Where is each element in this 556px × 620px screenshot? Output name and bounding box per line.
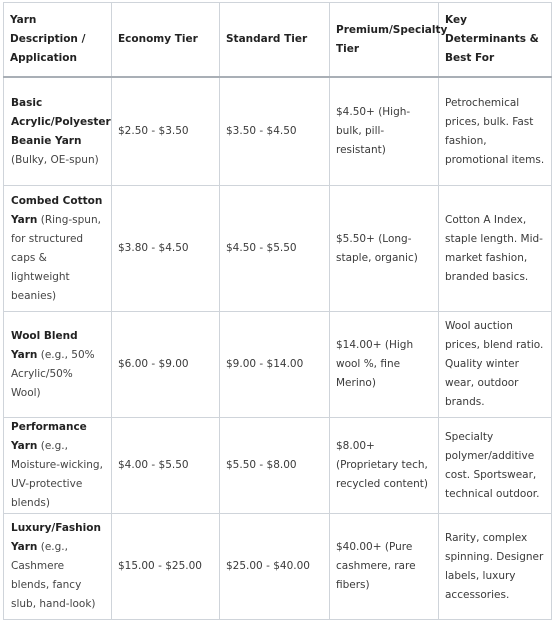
economy-price-cell: $6.00 - $9.00 (112, 312, 220, 418)
yarn-detail: (e.g., 50% Acrylic/50% Wool) (11, 348, 95, 399)
standard-price-cell: $9.00 - $14.00 (220, 312, 330, 418)
premium-price-cell: $40.00+ (Pure cashmere, rare fibers) (330, 514, 439, 620)
determinants-cell: Rarity, complex spinning. Designer labels, luxury accessories. (439, 514, 552, 620)
yarn-detail: (e.g., Cashmere blends, fancy slub, hand-look) (11, 541, 96, 610)
yarn-detail: (Bulky, OE-spun) (11, 153, 99, 166)
header-premium-tier: Premium/Specialty Tier (330, 3, 439, 78)
standard-price-cell: $4.50 - $5.50 (220, 186, 330, 312)
yarn-description-cell (4, 418, 112, 514)
premium-price-cell: $4.50+ (High-bulk, pill-resistant) (330, 77, 439, 186)
yarn-description-cell (4, 186, 112, 312)
determinants-cell: Specialty polymer/additive cost. Sportswear, technical outdoor. (439, 418, 552, 514)
table-row (4, 77, 552, 186)
header-economy-tier: Economy Tier (112, 3, 220, 78)
determinants-cell: Cotton A Index, staple length. Mid-market fashion, branded basics. (439, 186, 552, 312)
economy-price-cell: $15.00 - $25.00 (112, 514, 220, 620)
yarn-name: Wool Blend Yarn (11, 329, 78, 361)
header-standard-tier: Standard Tier (220, 3, 330, 78)
economy-price-cell: $2.50 - $3.50 (112, 77, 220, 186)
determinants-cell: Petrochemical prices, bulk. Fast fashion, promotional items. (439, 77, 552, 186)
economy-price-cell: $4.00 - $5.50 (112, 418, 220, 514)
yarn-pricing-table (3, 2, 552, 620)
standard-price-cell: $25.00 - $40.00 (220, 514, 330, 620)
premium-price-cell: $14.00+ (High wool %, fine Merino) (330, 312, 439, 418)
header-row (4, 3, 552, 78)
table-row (4, 418, 552, 514)
header-yarn-description: Yarn Description / Application (4, 3, 112, 78)
yarn-description-cell (4, 514, 112, 620)
yarn-detail: (e.g., Moisture-wicking, UV-protective blends) (11, 440, 103, 509)
premium-price-cell: $8.00+ (Proprietary tech, recycled content) (330, 418, 439, 514)
economy-price-cell: $3.80 - $4.50 (112, 186, 220, 312)
table-row (4, 186, 552, 312)
standard-price-cell: $3.50 - $4.50 (220, 77, 330, 186)
yarn-name: Basic Acrylic/Polyester Beanie Yarn (11, 96, 111, 147)
table-row (4, 514, 552, 620)
standard-price-cell: $5.50 - $8.00 (220, 418, 330, 514)
yarn-name: Luxury/Fashion Yarn (11, 522, 101, 553)
table-row (4, 312, 552, 418)
premium-price-cell: $5.50+ (Long-staple, organic) (330, 186, 439, 312)
yarn-detail: (Ring-spun, for structured caps & lightweight beanies) (11, 213, 101, 302)
determinants-cell: Wool auction prices, blend ratio. Quality winter wear, outdoor brands. (439, 312, 552, 418)
yarn-name: Performance Yarn (11, 421, 87, 452)
header-key-determinants: Key Determinants & Best For (439, 3, 552, 78)
yarn-name: Combed Cotton Yarn (11, 194, 103, 226)
yarn-description-cell (4, 312, 112, 418)
yarn-description-cell (4, 77, 112, 186)
